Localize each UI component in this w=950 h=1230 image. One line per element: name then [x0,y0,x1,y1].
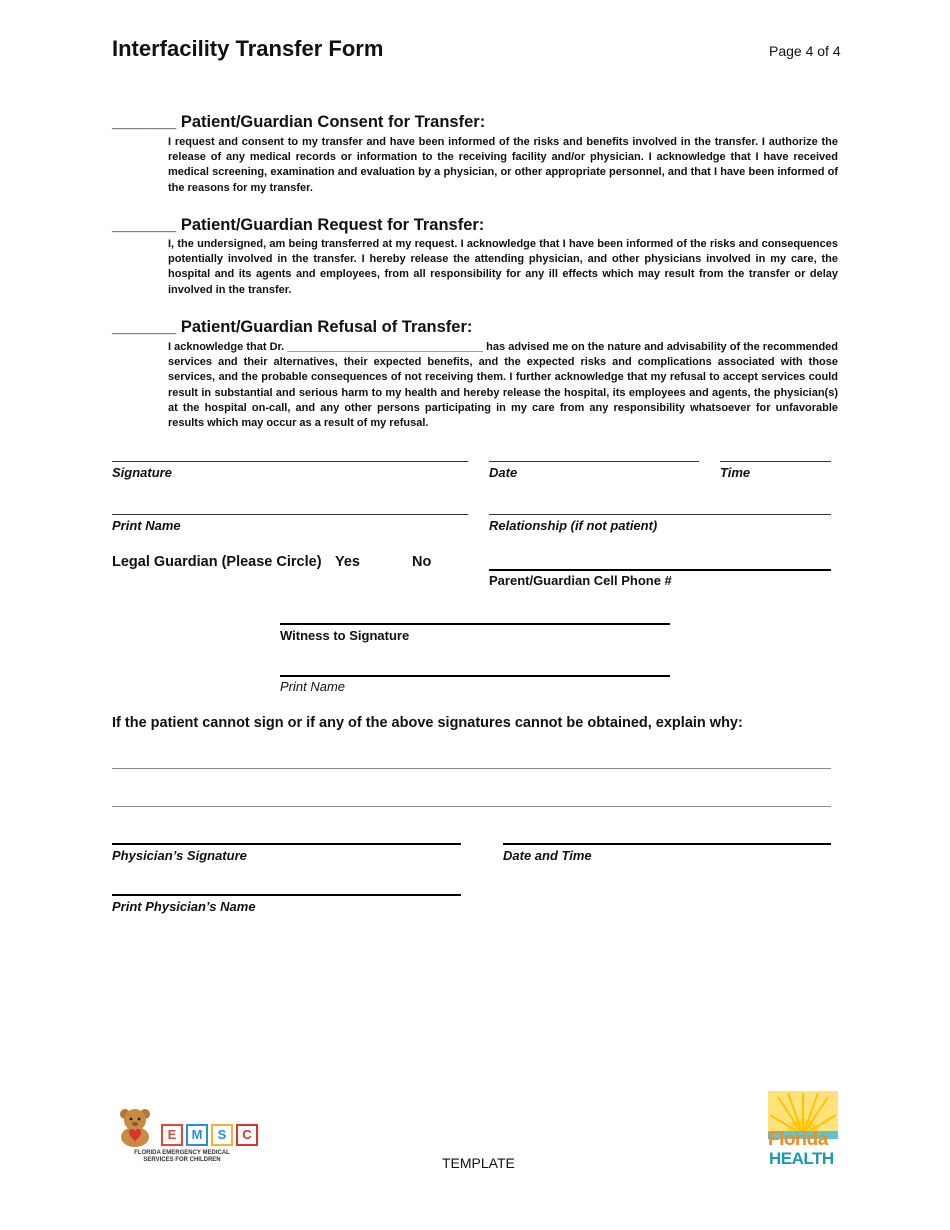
signature-label: Signature [112,465,172,480]
date-line[interactable] [489,461,699,462]
legal-guardian-label: Legal Guardian (Please Circle) [112,554,322,570]
consent-body: I request and consent to my transfer and have been informed of the risks and benefits involved in the transfer. I authorize the release of any medical records or information to the receiving facility and/or physician. I acknowledge that I have received medical screening, examination and evaluation by a physician, or other appropriate personnel, and that I have been informed of the reasons for my transfer. [168,136,838,194]
emsc-logo [115,1100,252,1166]
emsc-letter-m: M [186,1124,208,1146]
refusal-heading: _______ Patient/Guardian Refusal of Transfer: [112,318,473,336]
request-body: I, the undersigned, am being transferred at my request. I acknowledge that I have been informed of the risks and consequences potentially involved in the transfer. I hereby release the attending physician, and other physicians involved in my care, the hospital and its agents and employees, from all responsibility for any ill effects which may result from the transfer or delay involved in the transfer. [168,238,838,296]
print-name-line[interactable] [112,514,468,515]
signature-line[interactable] [112,461,468,462]
florida-health-logo [768,1091,838,1169]
relationship-line[interactable] [489,514,831,515]
date-and-time-label: Date and Time [503,848,592,863]
request-heading: _______ Patient/Guardian Request for Transfer: [112,216,485,234]
print-name-label: Print Name [112,518,181,533]
time-line[interactable] [720,461,831,462]
yes-option[interactable]: Yes [335,554,360,570]
emsc-letter-c: C [236,1124,258,1146]
emsc-tagline: FLORIDA EMERGENCY MEDICAL SERVICES FOR CHILDREN [134,1150,230,1163]
consent-heading: _______ Patient/Guardian Consent for Transfer: [112,113,486,131]
florida-word: Florida [768,1129,828,1150]
witness-print-label: Print Name [280,679,346,694]
health-word: HEALTH [769,1149,834,1168]
refusal-body: I acknowledge that Dr. ________________________________ has advised me on the nature and advisability of the recommended services and their alternatives, their expected benefits, and the expected risks and complications associated with those services, and the probable consequences of not receiving them. I further acknowledge that my refusal to accept services could result in substantial and serious harm to my health and hereby release the hospital, its employees and agents, the physician(s) at the hospital on-call, and any other persons participating in my care from any responsibility whatsoever for unfavorable results which may occur as a result of my refusal. [168,341,838,430]
emsc-letter-e: E [161,1124,183,1146]
time-label: Time [720,465,751,480]
witness-line[interactable] [280,623,670,625]
explain-line-1[interactable] [112,768,831,769]
template-label: TEMPLATE [442,1155,515,1171]
physician-signature-line[interactable] [112,843,461,845]
witness-print-line[interactable] [280,675,670,677]
relationship-label: Relationship (if not patient) [489,518,658,533]
witness-label: Witness to Signature [280,628,410,643]
explain-prompt: If the patient cannot sign or if any of the above signatures cannot be obtained, explain why: [112,715,743,731]
date-label: Date [489,465,518,480]
print-physician-line[interactable] [112,894,461,896]
form-title: Interfacility Transfer Form [112,36,384,61]
parent-phone-line[interactable] [489,569,831,571]
explain-line-2[interactable] [112,806,831,807]
no-option[interactable]: No [412,554,432,570]
date-time-line[interactable] [503,843,831,845]
physician-signature-label: Physician’s Signature [112,848,247,863]
page-number: Page 4 of 4 [769,43,841,59]
emsc-letter-s: S [211,1124,233,1146]
parent-phone-label: Parent/Guardian Cell Phone # [489,573,672,588]
print-physician-label: Print Physician’s Name [112,899,256,914]
